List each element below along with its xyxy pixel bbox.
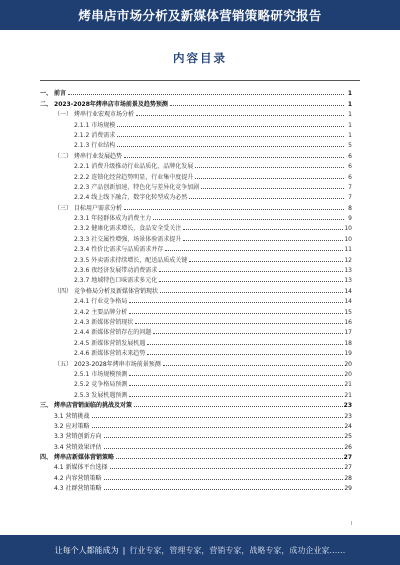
- toc-entry-label: [40, 454, 115, 461]
- toc-entry-label: [74, 277, 158, 284]
- toc-entry-number: 2.5.2: [74, 381, 90, 389]
- toc-entry-label: [74, 381, 128, 388]
- toc-dot-leader: [195, 178, 344, 179]
- toc-entry-label: [74, 142, 116, 149]
- toc-entry-page: 7: [348, 194, 352, 202]
- toc-entry-text: 社交属性增强，场景体验需求提升: [91, 235, 182, 243]
- toc-dot-leader: [159, 271, 343, 272]
- toc-entry-number: 二、: [40, 100, 53, 108]
- toc-dot-leader: [117, 136, 344, 137]
- toc-entry-number: 2.4.1: [74, 298, 90, 306]
- toc-entry[interactable]: [40, 222, 352, 232]
- toc-entry-text: 市场规模预测: [91, 370, 128, 378]
- toc-entry-page: 17: [344, 329, 352, 337]
- toc-entry[interactable]: [40, 181, 352, 191]
- toc-entry-page: 13: [344, 267, 352, 275]
- toc-entry[interactable]: [40, 347, 352, 357]
- toc-entry-text: 新媒体营销现状: [91, 318, 134, 326]
- toc-entry-page: 12: [344, 256, 352, 264]
- toc-entry-text: 目标用户需求分析: [74, 204, 123, 212]
- toc-entry-number: 2.3.5: [74, 256, 90, 264]
- toc-dot-leader: [160, 292, 343, 293]
- toc-entry-text: 市场规模: [91, 121, 116, 129]
- toc-entry-number: 2.4.2: [74, 308, 90, 316]
- toc-entry-number: 2.2.4: [74, 194, 90, 202]
- toc-entry-text: 线上线下融合，数字化转型成为必然: [91, 194, 188, 202]
- toc-entry-text: 消费需求: [91, 131, 116, 139]
- toc-entry[interactable]: [40, 336, 352, 346]
- toc-entry-text: 社群营销策略: [65, 485, 102, 493]
- toc-entry-page: 21: [344, 391, 352, 399]
- toc-entry[interactable]: [40, 284, 352, 294]
- toc-entry[interactable]: [40, 295, 352, 305]
- toc-entry-number: 2.5.1: [74, 370, 90, 378]
- toc-entry-label: [54, 423, 91, 430]
- toc-entry-label: [54, 111, 135, 118]
- toc-entry-text: 烤串行业宏观市场分析: [74, 111, 135, 119]
- toc-entry-number: 2.3.1: [74, 215, 90, 223]
- toc-entry-text: 营销创新方向: [65, 433, 102, 441]
- toc-entry-label: [54, 433, 103, 440]
- toc-entry[interactable]: [40, 316, 352, 326]
- toc-dot-leader: [124, 157, 344, 158]
- toc-entry-number: （二）: [54, 152, 73, 160]
- toc-entry[interactable]: [40, 357, 352, 367]
- toc-entry-page: 28: [344, 474, 352, 482]
- toc-entry-label: [54, 361, 162, 368]
- toc-dot-leader: [129, 302, 343, 303]
- page-number: I: [350, 521, 352, 527]
- toc-entry-number: 2.2.2: [74, 173, 90, 181]
- toc-entry-label: [74, 392, 128, 399]
- toc-entry-number: （一）: [54, 111, 73, 119]
- toc-entry-label: [74, 298, 128, 305]
- toc-entry-number: 2.4.6: [74, 350, 90, 358]
- footer-slogan: 让每个人都能成为: [54, 545, 119, 555]
- toc-entry-text: 外卖需求持续增长，配送品质成关键: [91, 256, 188, 264]
- toc-entry-text: 夜经济发展带动消费需求: [91, 267, 158, 275]
- toc-entry-text: 主要品牌分析: [91, 308, 128, 316]
- toc-entry[interactable]: [40, 274, 352, 284]
- toc-entry-page: 6: [348, 163, 352, 171]
- toc-entry-page: 20: [344, 360, 352, 368]
- toc-entry-label: [74, 225, 182, 232]
- toc-entry-text: 前言: [54, 90, 67, 98]
- toc-entry-label: [74, 329, 152, 336]
- toc-entry-label: [40, 402, 133, 409]
- toc-entry-page: 18: [344, 339, 352, 347]
- toc-dot-leader: [183, 229, 343, 230]
- toc-entry[interactable]: [40, 430, 352, 440]
- toc-entry-number: 2.3.4: [74, 246, 90, 254]
- table-of-contents: [40, 87, 352, 492]
- toc-entry-label: [74, 257, 188, 264]
- toc-entry[interactable]: [40, 305, 352, 315]
- report-header-bar: [0, 0, 400, 30]
- toc-entry[interactable]: [40, 482, 352, 492]
- toc-entry-page: 1: [347, 100, 352, 108]
- toc-entry-page: 6: [348, 152, 352, 160]
- toc-entry-page: 1: [348, 111, 352, 119]
- toc-entry-page: 10: [344, 225, 352, 233]
- toc-entry[interactable]: [40, 108, 352, 118]
- toc-entry-number: 2.4.5: [74, 339, 90, 347]
- toc-dot-leader: [147, 354, 343, 355]
- toc-dot-leader: [104, 448, 344, 449]
- toc-dot-leader: [129, 396, 343, 397]
- toc-entry-number: 4.2: [54, 474, 64, 482]
- toc-entry-label: [54, 485, 103, 492]
- toc-entry-text: 新媒体营销存在的问题: [91, 329, 152, 337]
- toc-dot-leader: [129, 375, 343, 376]
- toc-entry-number: 2.2.1: [74, 163, 90, 171]
- toc-dot-leader: [129, 385, 343, 386]
- toc-entry-label: [74, 163, 194, 170]
- toc-dot-leader: [134, 406, 343, 407]
- toc-entry[interactable]: [40, 160, 352, 170]
- toc-entry[interactable]: [40, 399, 352, 409]
- toc-entry-page: 23: [344, 412, 352, 420]
- toc-entry-text: 新媒体营销发展机遇: [91, 339, 146, 347]
- toc-dot-leader: [104, 479, 344, 480]
- toc-entry[interactable]: [40, 170, 352, 180]
- toc-entry-page: 27: [344, 464, 352, 472]
- toc-entry[interactable]: [40, 129, 352, 139]
- toc-entry-number: 2.3.6: [74, 267, 90, 275]
- toc-entry-text: 产品创新加速，特色化与差异化竞争加剧: [91, 183, 200, 191]
- toc-entry-label: [54, 464, 109, 471]
- toc-entry-number: 2.4.3: [74, 318, 90, 326]
- toc-entry[interactable]: [40, 191, 352, 201]
- toc-entry-text: 连锁化经营趋势明显，行业集中度提升: [91, 173, 194, 181]
- toc-heading: 内容目录: [173, 51, 227, 65]
- toc-entry-page: 23: [343, 402, 352, 410]
- toc-entry-text: 营销效果评估: [65, 443, 102, 451]
- toc-entry[interactable]: [40, 388, 352, 398]
- toc-entry-page: 27: [343, 454, 352, 462]
- toc-entry-page: 14: [344, 287, 352, 295]
- toc-entry-label: [74, 340, 146, 347]
- toc-entry-label: [74, 236, 182, 243]
- toc-entry-page: 26: [344, 443, 352, 451]
- toc-dot-leader: [68, 94, 344, 95]
- toc-entry-page: 5: [348, 142, 352, 150]
- toc-entry-number: 2.3.3: [74, 235, 90, 243]
- toc-entry-label: [74, 215, 152, 222]
- toc-entry-page: 21: [344, 381, 352, 389]
- toc-dot-leader: [153, 219, 344, 220]
- toc-dot-leader: [201, 188, 344, 189]
- toc-entry-text: 烤串店营销面临的挑战及对策: [54, 402, 133, 410]
- footer-separator: |: [122, 545, 126, 555]
- toc-entry[interactable]: [40, 97, 352, 107]
- toc-entry-label: [74, 174, 194, 181]
- report-title: 烤串店市场分析及新媒体营销策略研究报告: [78, 8, 322, 23]
- toc-entry-label: [74, 132, 116, 139]
- toc-entry-number: 2.4.4: [74, 329, 90, 337]
- toc-entry[interactable]: [40, 409, 352, 419]
- toc-entry-text: 内容营销策略: [65, 474, 102, 482]
- toc-dot-leader: [183, 240, 343, 241]
- toc-dot-leader: [117, 146, 344, 147]
- toc-entry-label: [54, 475, 103, 482]
- toc-entry-text: 竞争格局预测: [91, 381, 128, 389]
- toc-entry-label: [74, 246, 164, 253]
- toc-dot-leader: [135, 323, 343, 324]
- toc-entry[interactable]: [40, 368, 352, 378]
- toc-entry-label: [74, 267, 158, 274]
- toc-entry-page: 13: [344, 277, 352, 285]
- toc-entry-number: 一、: [40, 90, 53, 98]
- toc-entry-number: 2.1.2: [74, 131, 90, 139]
- toc-entry-page: 15: [344, 308, 352, 316]
- toc-dot-leader: [159, 281, 343, 282]
- toc-entry-text: 发展机遇预测: [91, 391, 128, 399]
- toc-dot-leader: [195, 167, 344, 168]
- toc-entry-number: 3.2: [54, 422, 64, 430]
- toc-entry[interactable]: [40, 378, 352, 388]
- toc-entry[interactable]: [40, 326, 352, 336]
- toc-entry-page: 1: [347, 90, 352, 98]
- toc-entry-text: 新媒体平台选择: [65, 464, 108, 472]
- toc-entry-label: [54, 205, 123, 212]
- toc-entry-number: 2.1.1: [74, 121, 90, 129]
- toc-entry-label: [74, 184, 200, 191]
- toc-entry-text: 地域特色口味需求多元化: [91, 277, 158, 285]
- toc-entry-number: 三、: [40, 402, 53, 410]
- toc-dot-leader: [163, 365, 344, 366]
- toc-entry-text: 年轻群体成为消费主力: [91, 215, 152, 223]
- toc-entry-number: 四、: [40, 454, 53, 462]
- toc-entry-page: 29: [344, 485, 352, 493]
- toc-entry-page: 24: [344, 422, 352, 430]
- toc-entry-number: 2.3.2: [74, 225, 90, 233]
- toc-entry[interactable]: [40, 264, 352, 274]
- toc-dot-leader: [92, 427, 344, 428]
- toc-dot-leader: [129, 313, 343, 314]
- toc-entry[interactable]: [40, 201, 352, 211]
- toc-entry-label: [74, 350, 146, 357]
- toc-entry-page: 19: [344, 350, 352, 358]
- toc-entry-page: 1: [348, 121, 352, 129]
- toc-entry-text: 性价比需求与品质需求并存: [91, 246, 164, 254]
- toc-dot-leader: [170, 105, 344, 106]
- toc-entry[interactable]: [40, 87, 352, 97]
- toc-entry-number: 2.5.3: [74, 391, 90, 399]
- toc-entry-text: 营销挑战: [65, 412, 90, 420]
- toc-entry[interactable]: [40, 253, 352, 263]
- toc-entry-label: [74, 194, 188, 201]
- toc-entry-number: 3.1: [54, 412, 64, 420]
- toc-entry-text: 行业结构: [91, 142, 116, 150]
- toc-entry-label: [54, 413, 91, 420]
- toc-entry-label: [74, 122, 116, 129]
- toc-divider: [40, 80, 360, 81]
- toc-entry[interactable]: [40, 451, 352, 461]
- toc-entry-text: 行业竞争格局: [91, 298, 128, 306]
- toc-entry-page: 14: [344, 298, 352, 306]
- toc-dot-leader: [104, 437, 344, 438]
- toc-entry[interactable]: [40, 461, 352, 471]
- toc-entry-page: 11: [344, 246, 352, 254]
- toc-entry-page: 10: [344, 235, 352, 243]
- toc-dot-leader: [189, 198, 344, 199]
- toc-entry[interactable]: [40, 149, 352, 159]
- toc-dot-leader: [104, 489, 344, 490]
- toc-entry-text: 烤串行业发展趋势: [74, 152, 123, 160]
- toc-dot-leader: [136, 115, 344, 116]
- toc-dot-leader: [124, 209, 344, 210]
- toc-entry-label: [54, 153, 123, 160]
- toc-entry-page: 7: [348, 183, 352, 191]
- toc-entry-label: [74, 309, 128, 316]
- toc-entry-number: 2.1.3: [74, 142, 90, 150]
- toc-entry-label: [74, 371, 128, 378]
- toc-entry[interactable]: [40, 139, 352, 149]
- toc-dot-leader: [165, 250, 343, 251]
- toc-entry-number: 3.3: [54, 433, 64, 441]
- toc-entry-text: 消费升级推动行业品质化、品牌化发展: [91, 163, 194, 171]
- toc-dot-leader: [147, 344, 343, 345]
- toc-entry[interactable]: [40, 232, 352, 242]
- toc-entry-page: 25: [344, 433, 352, 441]
- toc-dot-leader: [153, 333, 343, 334]
- toc-dot-leader: [116, 458, 343, 459]
- toc-entry-number: 4.3: [54, 485, 64, 493]
- toc-dot-leader: [189, 261, 343, 262]
- toc-entry[interactable]: [40, 118, 352, 128]
- toc-dot-leader: [110, 468, 344, 469]
- toc-entry-page: 16: [344, 318, 352, 326]
- footer-expert-fields: 行业专家，管理专家，营销专家，战略专家，成功企业家……: [129, 545, 346, 555]
- toc-entry-text: 2023-2028年烤串市场前景预测: [74, 360, 161, 368]
- toc-entry-number: （三）: [54, 204, 73, 212]
- toc-entry-page: 9: [348, 215, 352, 223]
- toc-entry[interactable]: [40, 440, 352, 450]
- report-footer-bar: [0, 535, 400, 565]
- toc-entry-label: [40, 90, 67, 97]
- toc-entry-label: [74, 319, 134, 326]
- toc-dot-leader: [92, 417, 344, 418]
- toc-entry-text: 烤串店新媒体营销策略: [54, 454, 115, 462]
- toc-entry-text: 健康化需求增长，食品安全受关注: [91, 225, 182, 233]
- toc-entry-text: 应对策略: [65, 422, 90, 430]
- toc-entry-page: 1: [348, 131, 352, 139]
- toc-entry[interactable]: [40, 212, 352, 222]
- toc-entry-page: 6: [348, 173, 352, 181]
- toc-entry-label: [40, 101, 169, 108]
- toc-entry[interactable]: [40, 420, 352, 430]
- toc-entry-number: 3.4: [54, 443, 64, 451]
- toc-entry[interactable]: [40, 471, 352, 481]
- toc-entry-number: 4.1: [54, 464, 64, 472]
- toc-entry-page: 8: [348, 204, 352, 212]
- toc-entry-label: [54, 444, 103, 451]
- toc-entry-number: 2.2.3: [74, 183, 90, 191]
- toc-entry-number: 2.3.7: [74, 277, 90, 285]
- toc-entry-number: （四）: [54, 287, 73, 295]
- toc-dot-leader: [117, 126, 344, 127]
- toc-entry[interactable]: [40, 243, 352, 253]
- toc-entry-text: 新媒体营销未来趋势: [91, 350, 146, 358]
- toc-entry-page: 20: [344, 370, 352, 378]
- toc-entry-text: 2023-2028年烤串店市场前景及趋势预测: [54, 100, 168, 108]
- toc-entry-text: 竞争格局分析及新媒体营销现状: [74, 287, 159, 295]
- toc-entry-number: （五）: [54, 360, 73, 368]
- toc-entry-label: [54, 288, 159, 295]
